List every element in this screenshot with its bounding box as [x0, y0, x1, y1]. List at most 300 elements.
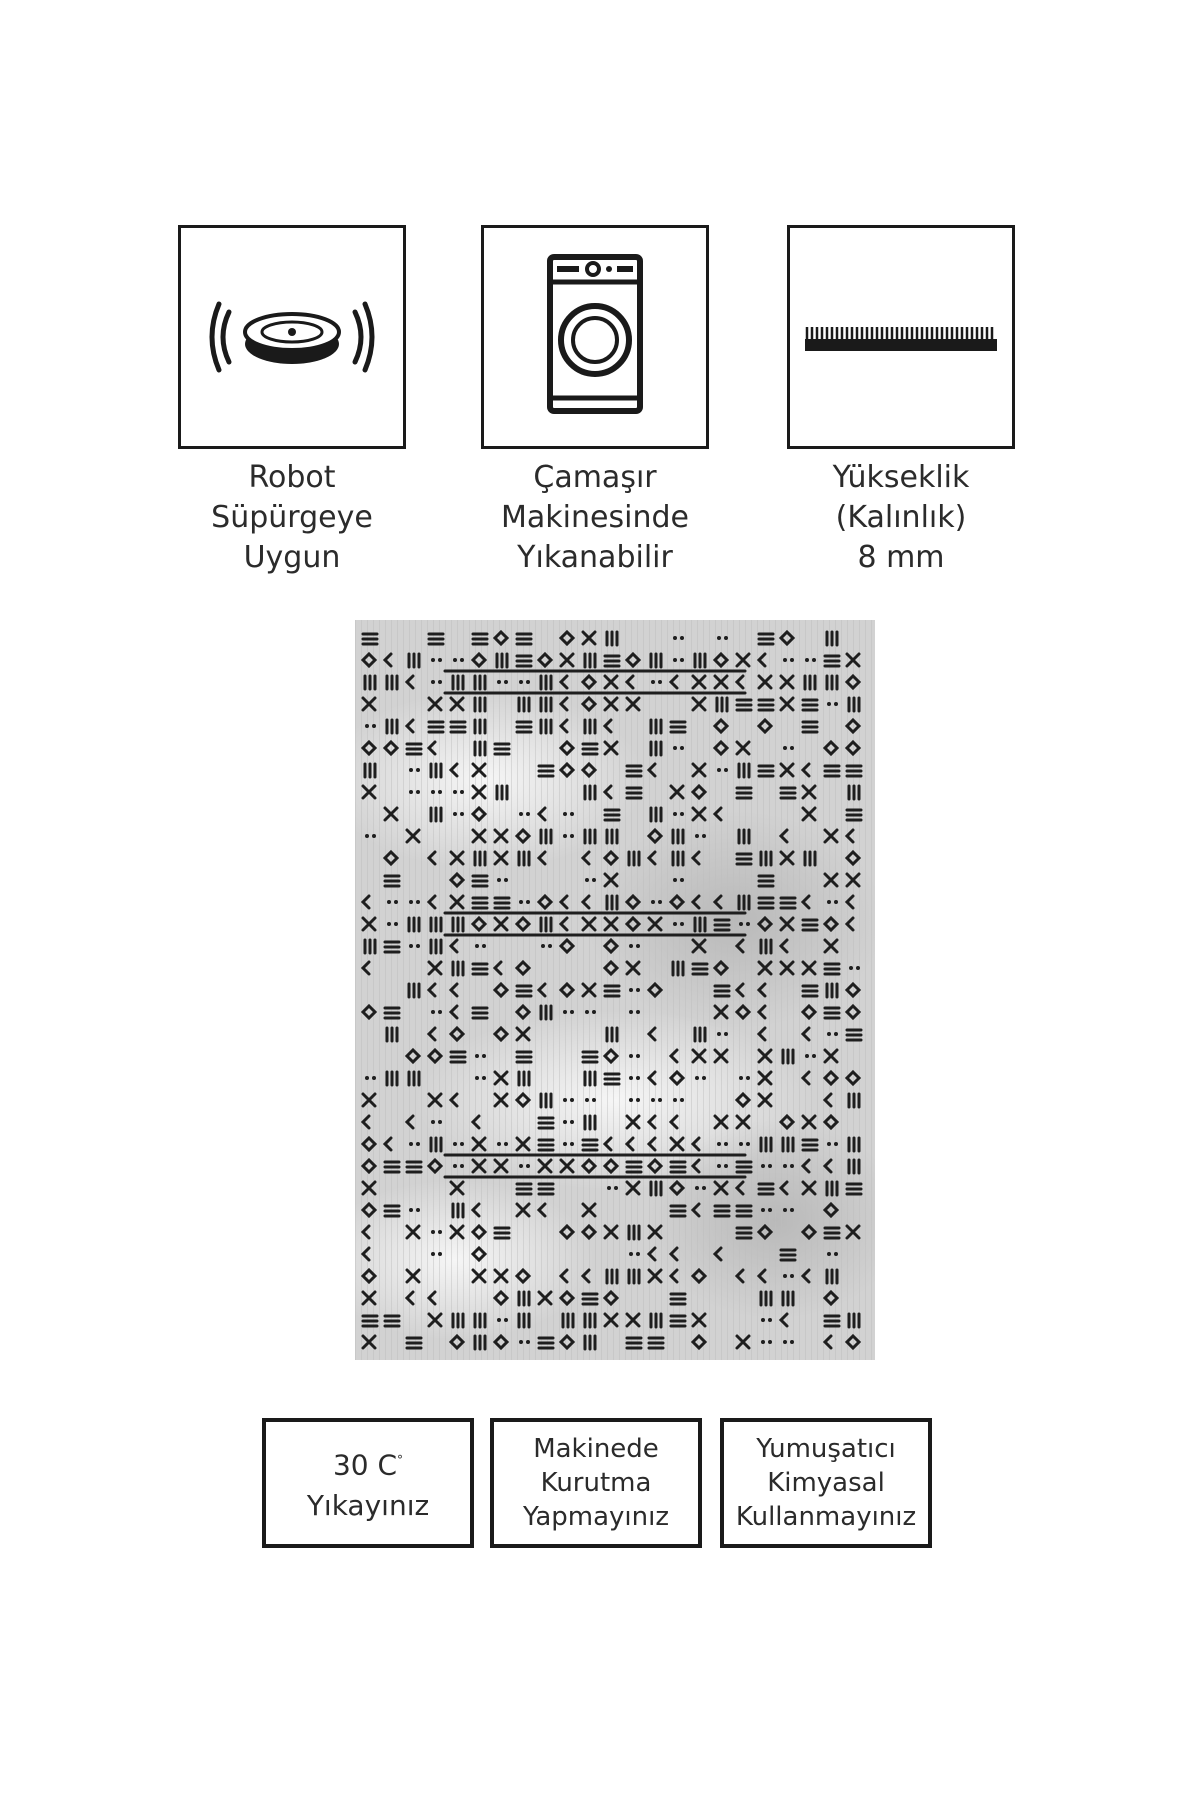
- rug-motif: [827, 1270, 837, 1283]
- rug-motif: [460, 1142, 464, 1146]
- rug-motif: [651, 680, 655, 684]
- rug-motif: [827, 984, 837, 997]
- rug-motif: [607, 632, 617, 645]
- rug-motif: [761, 852, 771, 865]
- rug-motif: [385, 1206, 399, 1216]
- rug-motif: [394, 922, 398, 926]
- rug-motif: [431, 1138, 441, 1151]
- rug-motif: [585, 1098, 589, 1102]
- rug-motif: [849, 1160, 859, 1173]
- rug-motif: [834, 1032, 838, 1036]
- rug-motif: [783, 1138, 793, 1151]
- rug-motif: [783, 1292, 793, 1305]
- rug-motif: [759, 898, 773, 908]
- rug-motif: [803, 700, 817, 710]
- rug-motif: [739, 896, 749, 909]
- rug-motif: [431, 940, 441, 953]
- rug-motif: [825, 1316, 839, 1326]
- rug-motif: [365, 724, 369, 728]
- rug-motif: [592, 1098, 596, 1102]
- rug-motif: [827, 1032, 831, 1036]
- rug-motif: [519, 1340, 523, 1344]
- rug-motif: [695, 834, 699, 838]
- rug-motif: [825, 656, 839, 666]
- rug-motif: [541, 918, 551, 931]
- rug-motif: [695, 1028, 705, 1041]
- rug-motif: [365, 1076, 369, 1080]
- rug-motif: [409, 654, 419, 667]
- rug-motif: [409, 1072, 419, 1085]
- rug-motif: [563, 812, 567, 816]
- rug-motif: [385, 876, 399, 886]
- rug-motif: [387, 1072, 397, 1085]
- care-line: Yapmayınız: [523, 1502, 669, 1532]
- rug-motif: [695, 1186, 699, 1190]
- rug-motif: [517, 1184, 531, 1194]
- rug-motif: [429, 634, 443, 644]
- rug-motif: [605, 986, 619, 996]
- rug-motif: [629, 988, 633, 992]
- rug-motif: [739, 764, 749, 777]
- rug-motif: [416, 1208, 420, 1212]
- rug-motif: [605, 1074, 619, 1084]
- rug-motif: [803, 920, 817, 930]
- rug-motif: [431, 1120, 435, 1124]
- rug-motif: [761, 1208, 765, 1212]
- rug-motif: [629, 1076, 633, 1080]
- rug-motif: [717, 768, 721, 772]
- rug-motif: [805, 658, 809, 662]
- rug-motif: [827, 1182, 837, 1195]
- rug-motif: [695, 1076, 699, 1080]
- rug-motif: [673, 1098, 677, 1102]
- rug-motif: [673, 746, 677, 750]
- rug-motif: [680, 636, 684, 640]
- rug-motif: [636, 1010, 640, 1014]
- rug-motif: [717, 1142, 721, 1146]
- rug-motif: [627, 1338, 641, 1348]
- caption-line: Süpürgeye: [211, 500, 373, 535]
- rug-motif: [438, 658, 442, 662]
- rug-motif: [607, 1028, 617, 1041]
- rug-motif: [519, 680, 523, 684]
- rug-motif: [504, 1142, 508, 1146]
- rug-motif: [849, 966, 853, 970]
- rug-motif: [539, 1184, 553, 1194]
- rug-motif: [627, 788, 641, 798]
- rug-motif: [827, 676, 837, 689]
- rug-motif: [475, 852, 485, 865]
- rug-pattern: [355, 620, 875, 1360]
- rug-motif: [629, 1270, 639, 1283]
- rug-motif: [636, 1098, 640, 1102]
- rug-motif: [825, 766, 839, 776]
- rug-motif: [651, 900, 655, 904]
- rug-motif: [548, 944, 552, 948]
- rug-motif: [847, 1030, 861, 1040]
- rug-motif: [482, 944, 486, 948]
- rug-motif: [416, 944, 420, 948]
- rug-motif: [673, 962, 683, 975]
- rug-motif: [847, 810, 861, 820]
- rug-motif: [605, 810, 619, 820]
- rug-motif: [651, 808, 661, 821]
- rug-motif: [475, 676, 485, 689]
- rug-motif: [583, 1052, 597, 1062]
- rug-motif: [497, 654, 507, 667]
- rug-motif: [526, 1164, 530, 1168]
- rug-motif: [629, 1098, 633, 1102]
- rug-motif: [790, 1208, 794, 1212]
- rug-motif: [385, 1008, 399, 1018]
- rug-motif: [541, 1006, 551, 1019]
- rug-motif: [475, 742, 485, 755]
- rug-motif: [409, 984, 419, 997]
- rug-motif: [473, 876, 487, 886]
- rug-motif: [517, 634, 531, 644]
- rug-motif: [737, 1206, 751, 1216]
- rug-motif: [768, 1164, 772, 1168]
- rug-motif: [363, 1316, 377, 1326]
- rug-motif: [385, 1162, 399, 1172]
- rug-motif: [385, 942, 399, 952]
- care-line: Makinede: [533, 1434, 659, 1464]
- rug-motif: [519, 1314, 529, 1327]
- rug-motif: [460, 812, 464, 816]
- rug-motif: [695, 654, 705, 667]
- rug-motif: [636, 1252, 640, 1256]
- rug-motif: [629, 1054, 633, 1058]
- rug-motif: [585, 1072, 595, 1085]
- rug-motif: [438, 790, 442, 794]
- rug-motif: [475, 944, 479, 948]
- pile-height-icon: [803, 317, 999, 357]
- rug-motif: [585, 654, 595, 667]
- rug-motif: [563, 1010, 567, 1014]
- rug-motif: [541, 698, 551, 711]
- rug-motif: [475, 720, 485, 733]
- rug-motif: [495, 1228, 509, 1238]
- rug-motif: [695, 918, 705, 931]
- rug-motif: [790, 658, 794, 662]
- rug-motif: [805, 852, 815, 865]
- rug-motif: [651, 1098, 655, 1102]
- rug-motif: [407, 1338, 421, 1348]
- caption-line: 8 mm: [857, 540, 945, 575]
- rug-motif: [592, 878, 596, 882]
- rug-motif: [585, 1010, 589, 1014]
- rug-motif: [570, 1010, 574, 1014]
- rug-motif: [671, 722, 685, 732]
- rug-motif: [519, 1292, 529, 1305]
- rug-motif: [761, 1340, 765, 1344]
- rug-motif: [460, 790, 464, 794]
- rug-motif: [651, 742, 661, 755]
- feature-caption-height: [751, 458, 1051, 578]
- rug-motif: [453, 1314, 463, 1327]
- rug-motif: [431, 1252, 435, 1256]
- rug-motif: [387, 676, 397, 689]
- rug-motif: [519, 1072, 529, 1085]
- caption-line: Çamaşır: [533, 460, 657, 495]
- rug-motif: [673, 636, 677, 640]
- rug-motif: [453, 790, 457, 794]
- rug-motif: [438, 1252, 442, 1256]
- rug-motif: [790, 1164, 794, 1168]
- rug-motif: [636, 1076, 640, 1080]
- rug-motif: [387, 922, 391, 926]
- rug-motif: [473, 634, 487, 644]
- rug-motif: [614, 1186, 618, 1190]
- rug-motif: [673, 658, 677, 662]
- feature-caption-washing: [445, 458, 745, 578]
- rug-motif: [365, 764, 375, 777]
- rug-motif: [847, 1184, 861, 1194]
- rug-motif: [495, 898, 509, 908]
- rug-image: [355, 620, 875, 1360]
- rug-motif: [475, 1054, 479, 1058]
- rug-motif: [680, 746, 684, 750]
- rug-motif: [737, 1162, 751, 1172]
- rug-motif: [783, 1274, 787, 1278]
- care-label-no-tumble-dry: [490, 1418, 702, 1548]
- rug-motif: [783, 658, 787, 662]
- rug-motif: [693, 964, 707, 974]
- rug-motif: [673, 812, 677, 816]
- rug-motif: [504, 1318, 508, 1322]
- rug-motif: [372, 724, 376, 728]
- rug-motif: [825, 1008, 839, 1018]
- rug-motif: [539, 766, 553, 776]
- rug-motif: [724, 1164, 728, 1168]
- rug-motif: [563, 834, 567, 838]
- rug-motif: [583, 1294, 597, 1304]
- rug-motif: [671, 1294, 685, 1304]
- rug-motif: [438, 1230, 442, 1234]
- rug-motif: [497, 786, 507, 799]
- rug-motif: [460, 658, 464, 662]
- rug-motif: [812, 658, 816, 662]
- rug-motif: [790, 1340, 794, 1344]
- rug-motif: [724, 636, 728, 640]
- rug-motif: [451, 722, 465, 732]
- rug-motif: [387, 900, 391, 904]
- rug-motif: [737, 788, 751, 798]
- rug-motif: [724, 1142, 728, 1146]
- rug-motif: [834, 1142, 838, 1146]
- rug-motif: [783, 1340, 787, 1344]
- rug-motif: [739, 922, 743, 926]
- rug-motif: [827, 632, 837, 645]
- rug-motif: [658, 680, 662, 684]
- rug-motif: [715, 920, 729, 930]
- rug-motif: [431, 1230, 435, 1234]
- rug-motif: [539, 1140, 553, 1150]
- rug-motif: [827, 900, 831, 904]
- rug-motif: [497, 878, 501, 882]
- rug-motif: [453, 962, 463, 975]
- rug-motif: [759, 634, 773, 644]
- rug-motif: [629, 1226, 639, 1239]
- rug-motif: [783, 1208, 787, 1212]
- rug-motif: [570, 1142, 574, 1146]
- rug-motif: [431, 918, 441, 931]
- rug-motif: [585, 1336, 595, 1349]
- rug-motif: [438, 1010, 442, 1014]
- rug-motif: [541, 720, 551, 733]
- rug-motif: [651, 720, 661, 733]
- rug-motif: [768, 1318, 772, 1322]
- rug-motif: [475, 1314, 485, 1327]
- rug-motif: [409, 1208, 413, 1212]
- rug-motif: [649, 1338, 663, 1348]
- rug-motif: [429, 722, 443, 732]
- rug-motif: [409, 768, 413, 772]
- rug-motif: [803, 1140, 817, 1150]
- rug-motif: [781, 898, 795, 908]
- rug-motif: [497, 1142, 501, 1146]
- rug-motif: [671, 1162, 685, 1172]
- rug-motif: [673, 878, 677, 882]
- rug-motif: [768, 1208, 772, 1212]
- rug-motif: [680, 922, 684, 926]
- rug-motif: [431, 658, 435, 662]
- rug-motif: [453, 918, 463, 931]
- rug-motif: [636, 944, 640, 948]
- rug-motif: [673, 852, 683, 865]
- rug-motif: [365, 834, 369, 838]
- rug-motif: [438, 680, 442, 684]
- rug-motif: [431, 808, 441, 821]
- rug-motif: [790, 1274, 794, 1278]
- rug-motif: [453, 658, 457, 662]
- care-label-no-softener: [720, 1418, 932, 1548]
- rug-motif: [585, 830, 595, 843]
- rug-motif: [790, 746, 794, 750]
- rug-motif: [805, 1054, 809, 1058]
- rug-motif: [849, 698, 859, 711]
- caption-line: (Kalınlık): [835, 500, 967, 535]
- rug-motif: [407, 1162, 421, 1172]
- rug-motif: [761, 1138, 771, 1151]
- rug-motif: [651, 654, 661, 667]
- caption-line: Yıkanabilir: [517, 540, 673, 575]
- care-label-wash-30: [262, 1418, 474, 1548]
- rug-motif: [519, 852, 529, 865]
- rug-motif: [517, 1052, 531, 1062]
- rug-motif: [453, 812, 457, 816]
- rug-motif: [365, 676, 375, 689]
- rug-motif: [781, 788, 795, 798]
- rug-motif: [825, 1228, 839, 1238]
- rug-motif: [827, 1252, 831, 1256]
- rug-motif: [431, 1010, 435, 1014]
- rug-motif: [394, 900, 398, 904]
- rug-motif: [629, 852, 639, 865]
- rug-motif: [627, 766, 641, 776]
- rug-motif: [431, 680, 435, 684]
- rug-motif: [519, 900, 523, 904]
- rug-motif: [759, 876, 773, 886]
- rug-motif: [724, 1032, 728, 1036]
- rug-motif: [431, 764, 441, 777]
- rug-motif: [715, 986, 729, 996]
- rug-motif: [636, 1054, 640, 1058]
- rug-motif: [475, 1336, 485, 1349]
- rug-motif: [431, 790, 435, 794]
- rug-motif: [585, 1314, 595, 1327]
- rug-motif: [416, 1142, 420, 1146]
- rug-motif: [563, 1120, 567, 1124]
- rug-motif: [680, 812, 684, 816]
- rug-motif: [759, 700, 773, 710]
- care-line: Yumuşatıcı: [756, 1434, 896, 1464]
- rug-motif: [541, 676, 551, 689]
- rug-motif: [563, 1142, 567, 1146]
- rug-motif: [607, 830, 617, 843]
- rug-motif: [702, 1186, 706, 1190]
- rug-motif: [453, 676, 463, 689]
- caption-line: Yükseklik: [832, 460, 970, 495]
- rug-motif: [847, 766, 861, 776]
- rug-motif: [372, 834, 376, 838]
- rug-motif: [409, 918, 419, 931]
- rug-motif: [416, 900, 420, 904]
- rug-motif: [583, 744, 597, 754]
- rug-motif: [409, 1142, 413, 1146]
- rug-motif: [761, 1318, 765, 1322]
- rug-motif: [739, 1076, 743, 1080]
- rug-motif: [585, 786, 595, 799]
- rug-motif: [570, 812, 574, 816]
- rug-motif: [717, 1164, 721, 1168]
- care-temperature: [333, 1440, 403, 1485]
- rug-motif: [541, 944, 545, 948]
- rug-motif: [761, 1292, 771, 1305]
- caption-line: Uygun: [243, 540, 341, 575]
- rug-motif: [680, 1098, 684, 1102]
- rug-motif: [827, 702, 831, 706]
- rug-motif: [453, 1142, 457, 1146]
- rug-motif: [702, 1076, 706, 1080]
- rug-motif: [783, 1050, 793, 1063]
- rug-motif: [563, 1098, 567, 1102]
- rug-motif: [409, 900, 413, 904]
- rug-motif: [526, 680, 530, 684]
- rug-motif: [759, 766, 773, 776]
- rug-motif: [526, 812, 530, 816]
- washing-machine-icon: [545, 252, 645, 422]
- rug-motif: [539, 1338, 553, 1348]
- rug-motif: [387, 720, 397, 733]
- rug-motif: [629, 1010, 633, 1014]
- rug-motif: [517, 722, 531, 732]
- caption-line: Robot: [248, 460, 336, 495]
- rug-motif: [409, 790, 413, 794]
- rug-motif: [453, 1204, 463, 1217]
- feature-pile-height: [787, 225, 1015, 449]
- rug-motif: [407, 744, 421, 754]
- rug-motif: [475, 1076, 479, 1080]
- feature-robot-vacuum: [178, 225, 406, 449]
- rug-motif: [849, 1138, 859, 1151]
- rug-motif: [453, 1164, 457, 1168]
- rug-motif: [759, 1184, 773, 1194]
- rug-motif: [526, 900, 530, 904]
- rug-motif: [680, 878, 684, 882]
- caption-line: Makinesinde: [501, 500, 689, 535]
- rug-motif: [592, 1010, 596, 1014]
